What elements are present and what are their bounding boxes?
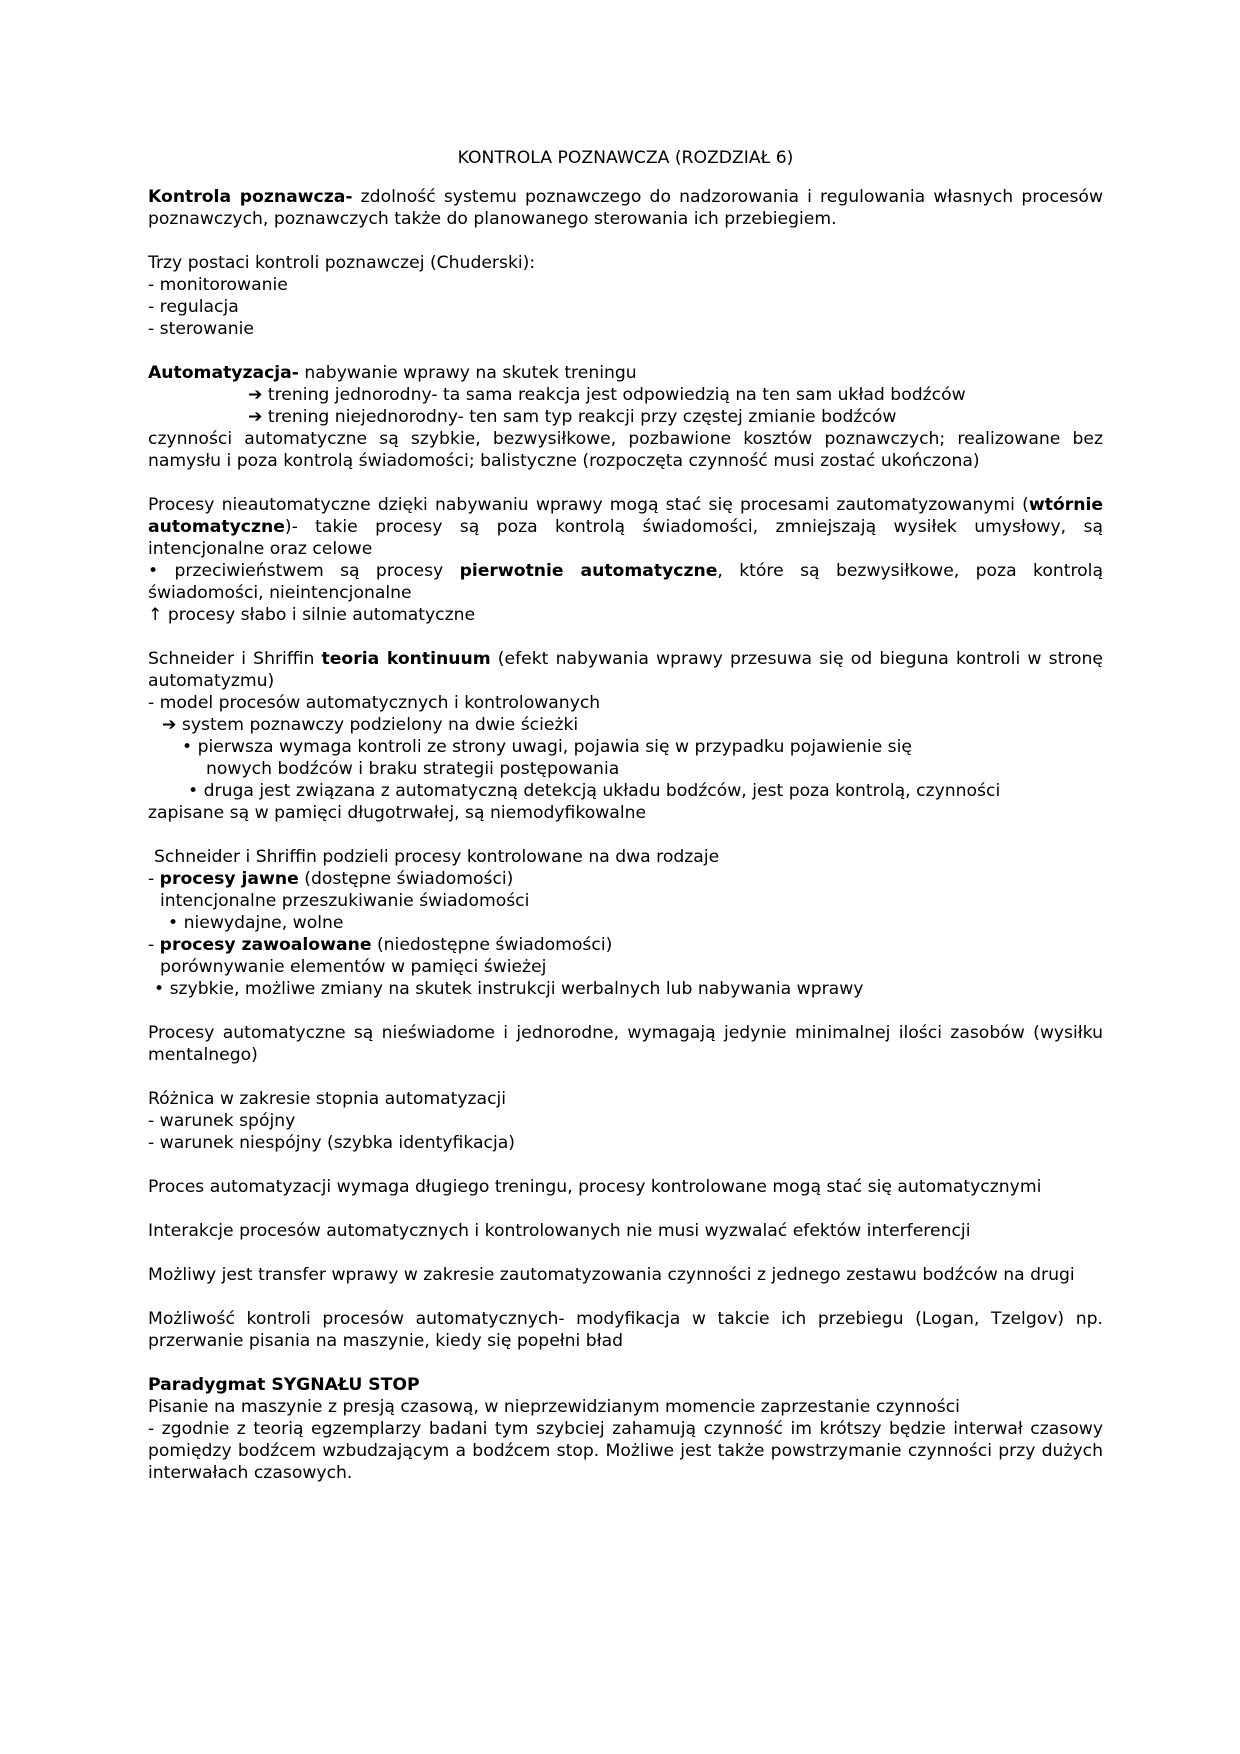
list-item: - warunek niespójny (szybka identyfikacja) [148, 1133, 515, 1153]
continuum-term: teoria kontinuum [321, 649, 491, 669]
paragraph-transfer: Możliwy jest transfer wprawy w zakresie zautomatyzowania czynności z jednego zestawu bodźców na drugi [148, 1265, 1075, 1285]
forms-list [148, 252, 1103, 340]
degree-section [148, 1088, 1103, 1154]
veiled-processes-note: (niedostępne świadomości) [371, 935, 613, 955]
automatization-section [148, 362, 1103, 472]
veiled-processes-desc: porównywanie elementów w pamięci świeżej [160, 957, 547, 977]
bullet-item-continued: nowych bodźców i braku strategii postępowania [206, 759, 620, 779]
paragraph-unconscious: Procesy automatyczne są nieświadome i jednorodne, wymagają jedynie minimalnej ilości zasobów (wysiłku mentalnego) [148, 1023, 1103, 1065]
definition-text: zdolność systemu poznawczego do nadzorowania i regulowania własnych procesów poznawczych, poznawczych także do planowanego sterowania ich przebiegiem. [148, 187, 1103, 229]
continuum-section [148, 648, 1103, 824]
list-item: - warunek spójny [148, 1111, 296, 1131]
dash: - [148, 869, 160, 889]
open-processes-note: (dostępne świadomości) [298, 869, 514, 889]
automatization-term: Automatyzacja- [148, 363, 299, 383]
continuum-pre: Schneider i Shriffin [148, 649, 322, 669]
automatization-description: czynności automatyczne są szybkie, bezwysiłkowe, pozbawione kosztów poznawczych; realizowane bez namysłu i poza kontrolą świadomości; balistyczne (rozpoczęta czynność musi zostać ukończona) [148, 429, 1103, 471]
veiled-processes-term: procesy zawoalowane [159, 935, 372, 955]
bullet-item: • szybkie, możliwe zmiany na skutek instrukcji werbalnych lub nabywania wprawy [154, 979, 864, 999]
document-body [148, 147, 1103, 1484]
definition-term: Kontrola poznawcza- [148, 187, 353, 207]
primary-bullet-post: , które są bezwysiłkowe, poza kontrolą świadomości, nieintencjonalne [148, 561, 1103, 603]
bullet-item: • druga jest związana z automatyczną detekcją układu bodźców, jest poza kontrolą, czynności [188, 781, 1001, 801]
primary-bullet-pre: • przeciwieństwem są procesy [148, 561, 460, 581]
open-processes-desc: intencjonalne przeszukiwanie świadomości [160, 891, 530, 911]
stop-line-1: Pisanie na maszynie z presją czasową, w nieprzewidzianym momencie zaprzestanie czynności [148, 1397, 960, 1417]
secondary-text-1: Procesy nieautomatyczne dzięki nabywaniu wprawy mogą stać się procesami zautomatyzowanymi ( [148, 495, 1029, 515]
arrow-item: ➔ trening niejednorodny- ten sam typ reakcji przy częstej zmianie bodźców [248, 407, 897, 427]
open-processes-term: procesy jawne [159, 869, 299, 889]
controlled-processes-section [148, 846, 1103, 1000]
stop-line-2: - zgodnie z teorią egzemplarzy badani tym szybciej zahamują czynność im krótszy będzie interwał czasowy pomiędzy bodźcem wzbudzającym a bodźcem stop. Możliwe jest także powstrzymanie czynności przy dużych interwałach czasowych. [148, 1419, 1103, 1483]
dash: - [148, 935, 160, 955]
list-item: - sterowanie [148, 319, 254, 339]
continuum-post: (efekt nabywania wprawy przesuwa się od bieguna kontroli w stronę automatyzmu) [148, 649, 1104, 691]
forms-intro: Trzy postaci kontroli poznawczej (Chuderski): [148, 253, 536, 273]
primary-term: pierwotnie automatyczne [459, 561, 718, 581]
secondary-automatic-section [148, 494, 1103, 626]
bullet-item: • pierwsza wymaga kontroli ze strony uwagi, pojawia się w przypadku pojawienie się [182, 737, 912, 757]
arrow-item: ➔ system poznawczy podzielony na dwie ścieżki [162, 715, 579, 735]
bullet-item: • niewydajne, wolne [168, 913, 344, 933]
stop-heading: Paradygmat SYGNAŁU STOP [148, 1375, 420, 1395]
paragraph-interaction: Interakcje procesów automatycznych i kontrolowanych nie musi wyzwalać efektów interferencji [148, 1221, 971, 1241]
stop-signal-section [148, 1374, 1103, 1484]
arrow-item: ↑ procesy słabo i silnie automatyczne [148, 605, 476, 625]
list-item: - monitorowanie [148, 275, 288, 295]
paragraph-control: Możliwość kontroli procesów automatycznych- modyfikacja w takcie ich przebiegu (Logan, Tzelgov) np. przerwanie pisania na maszynie, kiedy się popełni bład [148, 1309, 1103, 1351]
bullet-item-continued: zapisane są w pamięci długotrwałej, są niemodyfikowalne [148, 803, 647, 823]
automatization-text: nabywanie wprawy na skutek treningu [298, 363, 637, 383]
list-item: - model procesów automatycznych i kontrolowanych [148, 693, 601, 713]
secondary-term: wtórnie automatyczne [148, 495, 1103, 537]
paragraph-process: Proces automatyzacji wymaga długiego treningu, procesy kontrolowane mogą stać się automatycznymi [148, 1177, 1042, 1197]
list-item: - regulacja [148, 297, 239, 317]
definition-paragraph [148, 186, 1103, 230]
degree-intro: Różnica w zakresie stopnia automatyzacji [148, 1089, 507, 1109]
page-title: KONTROLA POZNAWCZA (ROZDZIAŁ 6) [457, 148, 794, 168]
secondary-text-2: )- takie procesy są poza kontrolą świadomości, zmniejszają wysiłek umysłowy, są intencjonalne oraz celowe [148, 517, 1103, 559]
controlled-intro: Schneider i Shriffin podzieli procesy kontrolowane na dwa rodzaje [154, 847, 720, 867]
arrow-item: ➔ trening jednorodny- ta sama reakcja jest odpowiedzią na ten sam układ bodźców [248, 385, 966, 405]
